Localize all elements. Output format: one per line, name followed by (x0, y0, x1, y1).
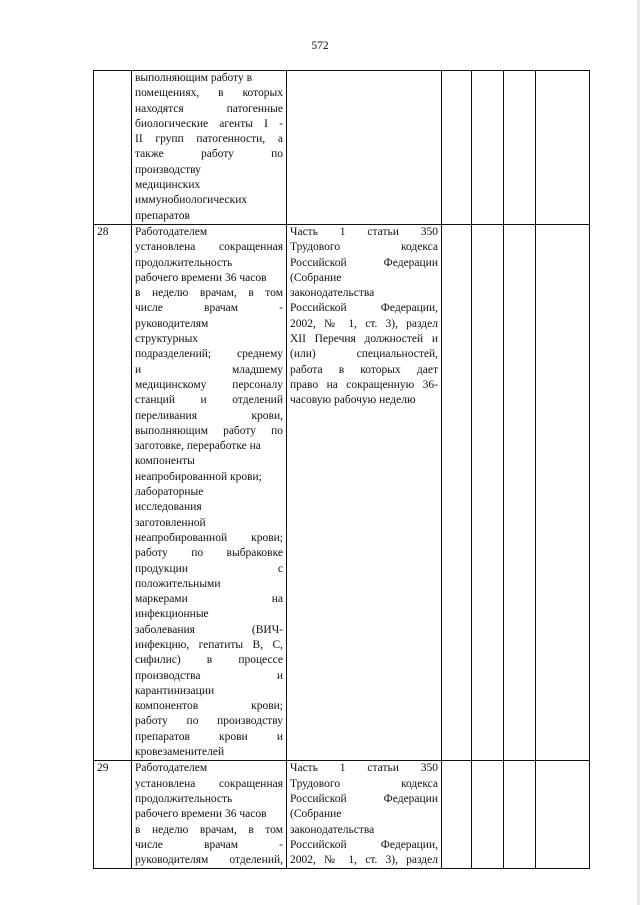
text-line: медицинскому персоналу (135, 378, 283, 391)
text-line: структурных (135, 333, 199, 346)
text-line: помещениях, в которых (135, 87, 283, 100)
description-cell (132, 761, 287, 869)
empty-cell (536, 71, 590, 225)
empty-cell (442, 761, 472, 869)
empty-cell (504, 71, 536, 225)
text-line: заготовленной (135, 516, 206, 529)
empty-cell (442, 224, 472, 760)
text-line: законодательства (290, 823, 375, 836)
text-line: биологические агенты I - (135, 117, 283, 130)
text-line: руководителям (135, 317, 209, 330)
text-line: станций и отделений (135, 394, 283, 407)
text-line: неапробированной крови; (135, 470, 262, 483)
empty-cell (504, 224, 536, 760)
text-line: Работодателем (135, 225, 208, 238)
empty-cell (536, 761, 590, 869)
description-cell (132, 71, 287, 225)
text-line: неапробированной крови; (135, 531, 283, 544)
text-line: числе врачам - (135, 302, 283, 315)
text-line: Российской Федерации (290, 792, 438, 805)
text-line: продолжительность (135, 256, 233, 269)
text-line: переливания крови, (135, 409, 283, 422)
table-body (94, 71, 590, 869)
text-line: заготовке, переработке на (135, 440, 261, 453)
row-number-cell (94, 71, 132, 225)
text-line: Часть 1 статьи 350 (290, 225, 438, 238)
text-line: работу по производству (135, 715, 283, 728)
table-row (94, 71, 590, 225)
text-line: продукции с (135, 562, 283, 575)
text-line: компоненты (135, 455, 195, 468)
text-line: исследования (135, 501, 202, 514)
text-line: установлена сокращенная (135, 241, 283, 254)
text-line: маркерами на (135, 593, 283, 606)
text-line: XII Перечня должностей и (290, 333, 438, 346)
text-line: и младшему (135, 363, 283, 376)
basis-cell (287, 761, 442, 869)
text-line: работу по выбраковке (135, 547, 283, 560)
text-line: препаратов (135, 209, 190, 222)
text-line: установлена сокращенная (135, 777, 283, 790)
row-number-cell: 28 (94, 224, 132, 760)
text-line: Часть 1 статьи 350 (290, 762, 438, 775)
text-line: производству (135, 163, 201, 176)
text-line: сифилис) в процессе (135, 654, 283, 667)
empty-cell (472, 224, 504, 760)
description-cell (132, 224, 287, 760)
text-line: (или) специальностей, (290, 348, 438, 361)
text-line: работа в которых дает (290, 363, 438, 376)
text-line: также работу по (135, 148, 283, 161)
text-line: руководителям отделений, (135, 854, 283, 867)
text-line: часовую рабочую неделю (290, 394, 416, 407)
empty-cell (504, 761, 536, 869)
basis-cell (287, 71, 442, 225)
basis-cell (287, 224, 442, 760)
text-line: рабочего времени 36 часов (135, 271, 267, 284)
empty-cell (442, 71, 472, 225)
text-line: рабочего времени 36 часов (135, 808, 267, 821)
table-row (94, 224, 590, 760)
text-line: иммунобиологических (135, 194, 248, 207)
document-table (93, 70, 590, 869)
text-line: выполняющим работу по (135, 424, 283, 437)
text-line: медицинских (135, 179, 201, 192)
text-line: компонентов крови; (135, 700, 283, 713)
text-line: (Собрание (290, 271, 342, 284)
text-line: Российской Федерации, (290, 302, 438, 315)
text-line: Российской Федерации, (290, 838, 438, 851)
text-line: положительными (135, 577, 221, 590)
text-line: лабораторные (135, 486, 204, 499)
text-line: 2002, № 1, ст. 3), раздел (290, 854, 438, 867)
text-line: Трудового кодекса (290, 241, 438, 254)
text-line: инфекционные (135, 608, 209, 621)
text-line: карантинизации (135, 684, 215, 697)
empty-cell (472, 761, 504, 869)
text-line: Работодателем (135, 762, 208, 775)
text-line: числе врачам - (135, 838, 283, 851)
text-line: препаратов крови и (135, 730, 283, 743)
text-line: продолжительность (135, 792, 233, 805)
text-line: в неделю врачам, в том (135, 823, 283, 836)
text-line: кровезаменителей (135, 746, 225, 759)
text-line: (Собрание (290, 808, 342, 821)
text-line: II групп патогенности, а (135, 133, 283, 146)
row-number-cell: 29 (94, 761, 132, 869)
empty-cell (536, 224, 590, 760)
text-line: инфекцию, гепатиты В, С, (135, 638, 283, 651)
text-line: законодательства (290, 287, 375, 300)
text-line: выполняющим работу в (135, 72, 253, 84)
text-line: Российской Федерации (290, 256, 438, 269)
text-line: право на сокращенную 36- (290, 378, 438, 391)
text-line: 2002, № 1, ст. 3), раздел (290, 317, 438, 330)
table-row (94, 761, 590, 869)
empty-cell (472, 71, 504, 225)
text-line: подразделений; среднему (135, 348, 283, 361)
page-number: 572 (311, 40, 329, 52)
text-line: Трудового кодекса (290, 777, 438, 790)
text-line: находятся патогенные (135, 102, 283, 115)
text-line: заболевания (ВИЧ- (135, 623, 283, 636)
text-line: производства и (135, 669, 283, 682)
text-line: в неделю врачам, в том (135, 287, 283, 300)
